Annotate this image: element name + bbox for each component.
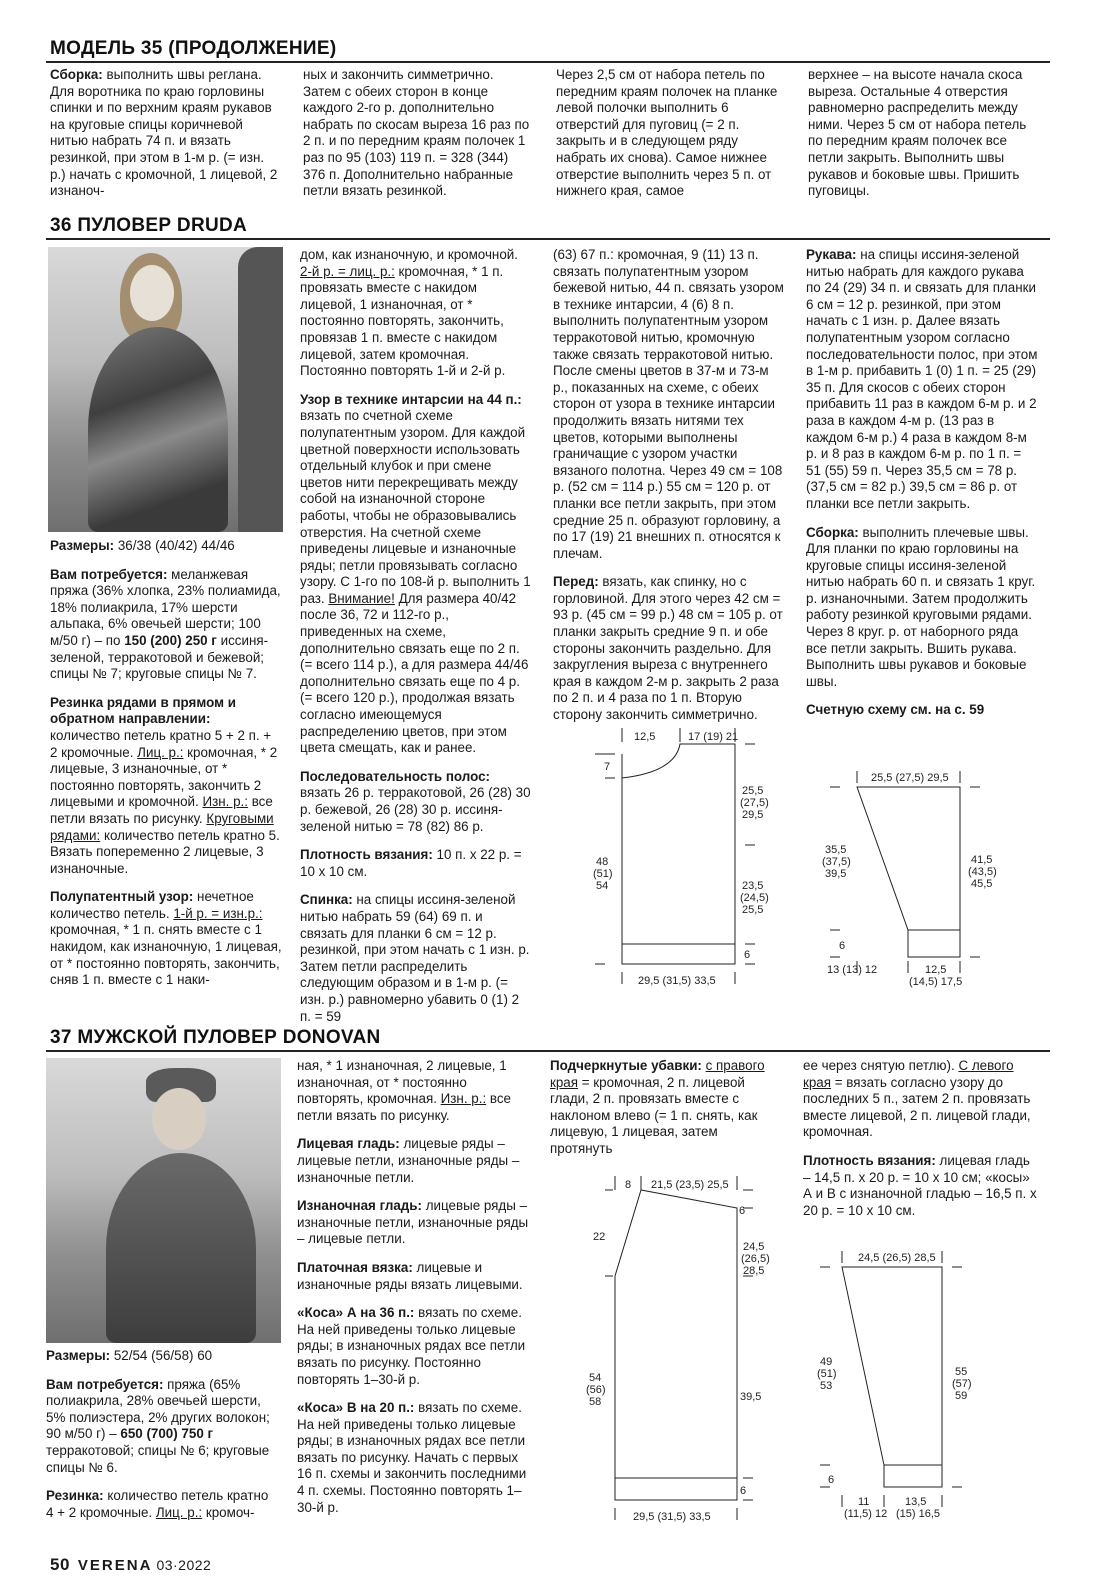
dim-band: 6	[744, 949, 751, 961]
photo-woman-pullover	[48, 247, 283, 532]
dim-right1-b: (27,5)	[740, 797, 769, 809]
dim-sleeve-left-b: (51)	[817, 1368, 837, 1380]
sec37-col3: Подчеркнутые убавки: с правого края = кромочная, 2 п. лицевой глади, 2 п. провязать вместе с наклоном влево (= 1 п. снять, как лицевую, 1 лицевая, затем протянуть	[550, 1058, 765, 1156]
dim-sleeve-cuff: 6	[828, 1474, 835, 1486]
dim-right2: 39,5	[740, 1391, 762, 1403]
issue-number: 03·2022	[156, 1557, 212, 1573]
dim-top-right: 17 (19) 21	[688, 731, 739, 743]
sec37-col2: ная, * 1 изнаночная, 2 лицевые, 1 изнаночная, от * постоянно повторять, кромочная. Изн. р.: все петли вязать по рисунку. Лицевая гладь: лицевые ряды – лицевые петли, изнаночные ряды – изнаночные петли. Изнаночная гладь: лицевые ряды – изнаночные петли, изнаночные ряды – лицевые петли. Платочная вязка: лицевые и изнаночные ряды вязать лицевыми. «Коса» А на 36 п.: вязать по схеме. На ней приведены только лицевые ряды; в изнаночных рядах все петли вязать по рисунку. Постоянно повторять 1–30-й р. «Коса» В на 20 п.: вязать по схеме. На ней приведены только лицевые ряды; в изнаночных рядах все петли вязать по рисунку. Начать с первых 16 п. схемы и закончить последними 4 п. схемы. Постоянно повторять 1–30-й р.	[297, 1058, 529, 1515]
dim-left-c: 58	[589, 1396, 602, 1408]
dim-right2-a: 23,5	[742, 880, 764, 892]
dim-sleeve-right-b: (57)	[952, 1378, 972, 1390]
dim-sleeve-b1: 13 (13) 12	[827, 964, 878, 976]
dim-sleeve-right-a: 55	[955, 1366, 968, 1378]
dim-sleeve-right-c: 45,5	[971, 878, 993, 890]
sec35-col1: Сборка: выполнить швы реглана. Для воротника по краю горловины спинки и по верхним краям рукавов на круговые спицы коричневой нитью набрать 74 п. и вязать резинкой, при этом в 1-м р. (= изн. р.) начать с кромочной, 1 лицевой, 2 изнаноч-	[50, 67, 278, 199]
dim-top-right: 21,5 (23,5) 25,5	[651, 1179, 729, 1191]
dim-sleeve-cuff: 6	[839, 940, 846, 952]
dim-sleeve-b4: (15) 16,5	[896, 1508, 941, 1520]
dim-neck: 22	[593, 1231, 606, 1243]
diagram-36-body	[580, 722, 790, 997]
dim-left-a: 48	[596, 856, 609, 868]
section-title-36: 36 ПУЛОВЕР DRUDA	[50, 215, 248, 236]
dim-sleeve-b3: (14,5) 17,5	[909, 976, 963, 988]
dim-left-a: 54	[589, 1372, 602, 1384]
dim-sleeve-right-a: 41,5	[971, 854, 993, 866]
diagram-36-sleeve	[815, 765, 1015, 995]
dim-sleeve-b1: 11	[858, 1496, 870, 1508]
dim-left-b: (56)	[586, 1384, 606, 1396]
dim-bottom: 29,5 (31,5) 33,5	[638, 975, 716, 987]
dim-top-left: 12,5	[634, 731, 656, 743]
dim-left-b: (51)	[593, 868, 613, 880]
dim-bottom: 29,5 (31,5) 33,5	[633, 1511, 711, 1523]
dim-right1-a: 24,5	[743, 1241, 765, 1253]
dim-right1-c: 28,5	[743, 1265, 765, 1277]
section-title-37: 37 МУЖСКОЙ ПУЛОВЕР DONOVAN	[50, 1027, 381, 1048]
dim-right1-a: 25,5	[742, 785, 764, 797]
dim-sleeve-right-c: 59	[955, 1390, 968, 1402]
sec35-col4: верхнее – на высоте начала скоса выреза. Остальные 4 отверстия равномерно распределить между ними. Через 5 см от набора петель по передним краям полочек все петли закрыть. Выполнить швы рукавов и боковые швы. Пришить пуговицы.	[808, 67, 1027, 199]
sec37-col1: Размеры: 52/54 (56/58) 60 Вам потребуется: пряжа (65% полиакрила, 28% овечьей шерсти, 5% полиэстера, 2% других волокон; 90 м/50 г) – 650 (700) 750 г терракотовой; спицы № 6; круговые спицы № 6. Резинка: количество петель кратно 4 + 2 кромочные. Лиц. р.: кромоч-	[46, 1348, 270, 1520]
dim-left-c: 54	[596, 880, 609, 892]
dim-right2-b: (24,5)	[740, 892, 769, 904]
dim-right1-b: (26,5)	[741, 1253, 770, 1265]
diagram-37-body	[575, 1168, 795, 1533]
sec37-col4: ее через снятую петлю). С левого края = вязать согласно узору до последних 5 п., затем 2 п. провязать вместе лицевой, 2 п. лицевой глади, кромочная. Плотность вязания: лицевая гладь – 14,5 п. x 20 р. = 10 x 10 см; «косы» А и В с изнаночной гладью – 16,5 п. x 20 р. = 10 x 10 см.	[803, 1058, 1037, 1218]
sec36-col2: дом, как изнаночную, и кромочной. 2-й р. = лиц. р.: кромочная, * 1 п. провязать вместе с накидом лицевой, 1 изнаночная, от * постоянно повторять, закончить, провязав 1 п. вместе с накидом лицевой, затем кромочная. Постоянно повторять 1-й и 2-й р. Узор в технике интарсии на 44 п.: вязать по счетной схеме полупатентным узором. Для каждой цветной поверхности использовать отдельный клубок и при смене цветов нити перекрещивать между собой на изнаночной стороне работы, чтобы не образовывались отверстия. На счетной схеме приведены лицевые и изнаночные ряды; петли провязывать согласно узору. С 1-го по 108-й р. выполнить 1 раз. Внимание! Для размера 40/42 после 36, 72 и 112-го р., приведенных на схеме, дополнительно связать еще по 2 п. (= всего 114 р.), а для размера 44/46 дополнительно связать еще по 4 р. (= всего 120 р.), продолжая вязать согласно имеющемуся распределению цветов, при этом цвета смещать, как и ранее. Последовательность полос: вязать 26 р. терракотовой, 26 (28) 30 р. бежевой, 26 (28) 30 р. иссиня-зеленой нитью = 78 (82) 86 р. Плотность вязания: 10 п. x 22 р. = 10 x 10 см. Спинка: на спицы иссиня-зеленой нитью набрать 59 (64) 69 п. и связать для планки 6 см = 12 р. резинкой, при этом начать с 1 изн. р. Затем петли распределить следующим образом и в 1-м р. (= изн. р.) равномерно убавить 0 (1) 2 п. = 59	[300, 247, 531, 1024]
photo-man-pullover	[46, 1058, 281, 1343]
dim-right2-c: 25,5	[742, 904, 764, 916]
dim-shoulder: 6	[739, 1205, 746, 1217]
sec36-col4: Рукава: на спицы иссиня-зеленой нитью набрать для каждого рукава по 24 (29) 34 п. и связать для планки 6 см = 12 р. резинкой, при этом начать с 1 изн. р. Далее вязать полупатентным узором согласно последовательности полос, при этом в 1-м р. прибавить 1 (0) 1 п. = 25 (29) 35 п. Для скосов с обеих сторон прибавить 11 раз в каждом 6-м р. и 2 раза в каждом 4-м р. (13 раз в каждом 6-м р.) 4 раза в каждом 8-м р. и 8 раз в каждом 6-м р. по 1 п. = 51 (55) 59 п. Через 35,5 см = 78 р. (37,5 см = 82 р.) 39,5 см = 86 р. от планки все петли закрыть. Сборка: выполнить плечевые швы. Для планки по краю горловины на круговые спицы иссиня-зеленой нитью набрать 60 п. и связать 1 круг. р. изнаночными. Затем продолжить работу резинкой круговыми рядами. Через 8 круг. р. от наборного ряда все петли закрыть. Вшить рукава. Выполнить швы рукавов и боковые швы. Счетную схему см. на с. 59	[806, 247, 1038, 718]
page-number: 50	[50, 1555, 70, 1574]
magazine-name: VERENA	[77, 1557, 153, 1574]
section-title-35: МОДЕЛЬ 35 (ПРОДОЛЖЕНИЕ)	[50, 38, 337, 59]
page-footer	[50, 1555, 211, 1575]
dim-sleeve-right-b: (43,5)	[968, 866, 997, 878]
dim-sleeve-top: 25,5 (27,5) 29,5	[871, 772, 949, 784]
section-rule	[46, 1050, 1050, 1052]
dim-right1-c: 29,5	[742, 809, 764, 821]
dim-sleeve-b2: 13,5	[905, 1496, 927, 1508]
dim-neck: 7	[604, 761, 611, 773]
section-rule	[46, 238, 1050, 240]
dim-sleeve-left-c: 39,5	[825, 868, 847, 880]
dim-sleeve-left-a: 35,5	[825, 844, 847, 856]
diagram-37-sleeve	[810, 1243, 1020, 1558]
sec35-col3: Через 2,5 см от набора петель по передним краям полочек на планке левой полочки выполнить 6 отверстий для пуговиц (= 2 п. закрыть и в следующем ряду набрать их снова). Самое нижнее отверстие выполнить через 5 п. от нижнего края, самое	[556, 67, 778, 199]
dim-top-left: 8	[625, 1179, 632, 1191]
sec36-col1: Размеры: 36/38 (40/42) 44/46 Вам потребуется: меланжевая пряжа (36% хлопка, 23% полиамида, 18% полиакрила, 17% шерсти альпака, 6% овечьей шерсти; 100 м/50 г) – по 150 (200) 250 г иссиня-зеленой, терракотовой и бежевой; спицы № 7; круговые спицы № 7. Резинка рядами в прямом и обратном направлении: количество петель кратно 5 + 2 п. + 2 кромочные. Лиц. р.: кромочная, * 2 лицевые, 3 изнаночные, от * постоянно повторять, закончить 2 лицевыми и кромочной. Изн. р.: все петли вязать по рисунку. Круговыми рядами: количество петель кратно 5. Вязать попеременно 2 лицевые, 3 изнаночные. Полупатентный узор: нечетное количество петель. 1-й р. = изн.р.: кромочная, * 1 п. снять вместе с 1 накидом, как изнаночную, 1 лицевая, от * постоянно повторять, закончить, сняв 1 п. вместе с 1 наки-	[50, 538, 282, 988]
dim-band: 6	[740, 1485, 747, 1497]
dim-sleeve-left-c: 53	[820, 1380, 833, 1392]
sec35-col2: ных и закончить симметрично. Затем с обеих сторон в конце каждого 2-го р. дополнительно набрать по скосам выреза 16 раз по 2 п. и по передним краям полочек 1 раз по 95 (103) 119 п. = 328 (344) 376 п. Дополнительно набранные петли вязать резинкой.	[303, 67, 530, 199]
dim-sleeve-top: 24,5 (26,5) 28,5	[858, 1252, 936, 1264]
dim-sleeve-b3: (11,5) 12	[844, 1508, 888, 1520]
dim-sleeve-b2: 12,5	[925, 964, 947, 976]
dim-sleeve-left-a: 49	[820, 1356, 833, 1368]
section-rule	[46, 61, 1050, 63]
sec36-col3: (63) 67 п.: кромочная, 9 (11) 13 п. связать полупатентным узором бежевой нитью, 44 п. связать узором в технике интарсии, 4 (6) 8 п. выполнить полупатентным узором терракотовой нитью, кромочную также связать терракотовой нитью. После смены цветов в 37-м и 73-м р., показанных на схеме, с обеих сторон от узора в технике интарсии продолжить вязать нитями тех цветов, которыми выполнены граничащие с узором участки вязаного полотна. Через 49 см = 108 р. (52 см = 114 р.) 55 см = 120 р. от планки все петли закрыть, при этом средние 25 п. образуют горловину, а по 17 (19) 21 внешних п. относятся к плечам. Перед: вязать, как спинку, но с горловиной. Для этого через 42 см = 93 р. (45 см = 99 р.) 48 см = 105 р. от планки закрыть средние 9 п. и обе стороны закончить раздельно. Для закругления выреза с внутреннего края в каждом 2-м р. закрыть 2 раза по 2 п. и 4 раза по 1 п. Вторую сторону закончить симметрично.	[553, 247, 784, 723]
dim-sleeve-left-b: (37,5)	[822, 856, 851, 868]
